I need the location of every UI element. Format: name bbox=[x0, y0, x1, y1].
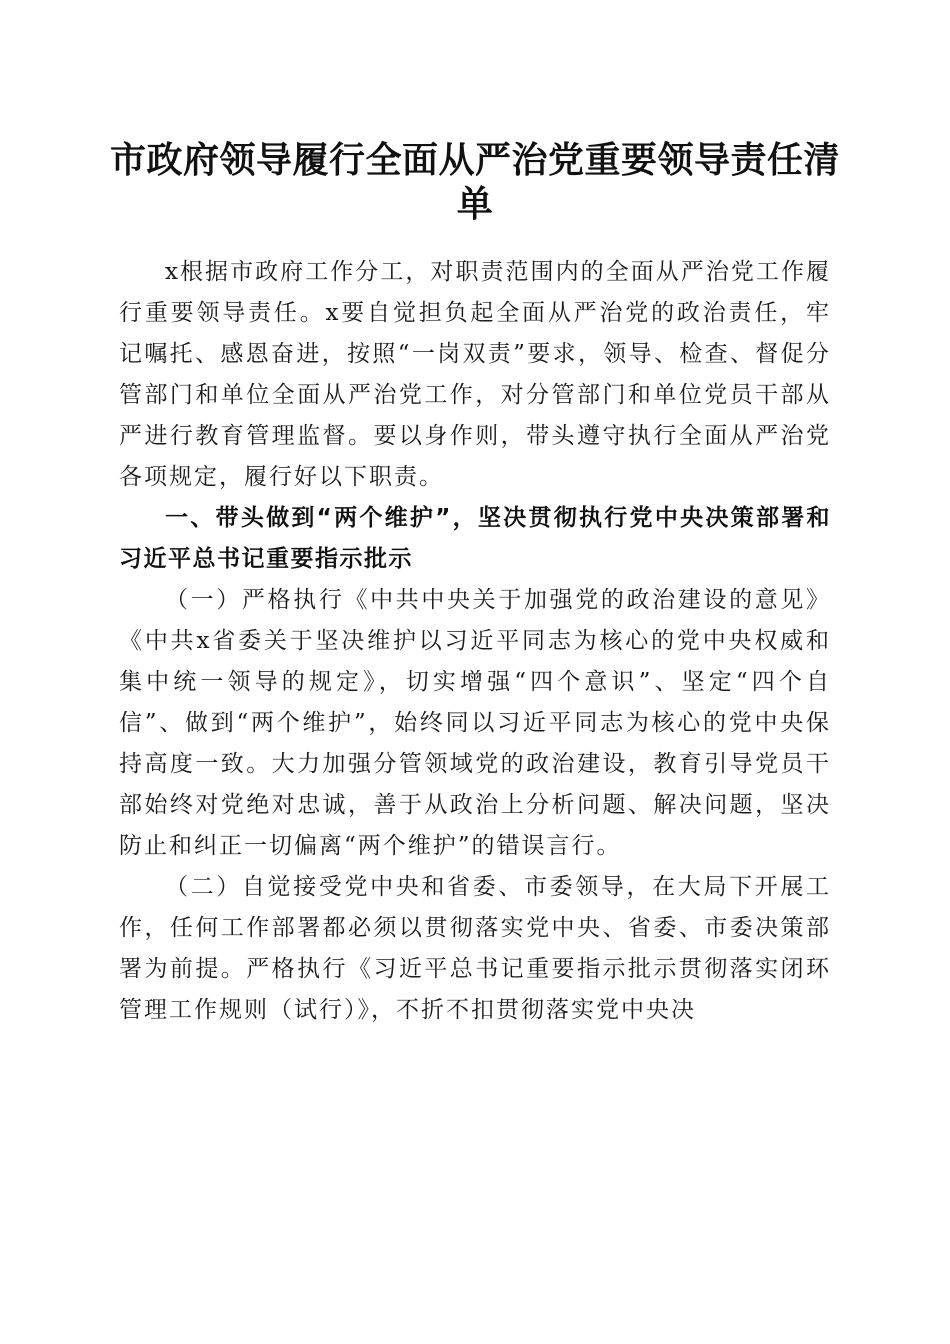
item-paragraph-1: （一）严格执行《中共中央关于加强党的政治建设的意见》《中共x省委关于坚决维护以习近平同志为核心的党中央权威和集中统一领导的规定》，切实增强“四个意识”、坚定“四个自信”、做到“两个维护”，始终同以习近平同志为核心的党中央保持高度一致。大力加强分管领域党的政治建设，教育引导党员干部始终对党绝对忠诚，善于从政治上分析问题、解决问题，坚决防止和纠正一切偏离“两个维护”的错误言行。 bbox=[119, 587, 831, 859]
intro-paragraph: x根据市政府工作分工，对职责范围内的全面从严治党工作履行重要领导责任。x要自觉担负起全面从严治党的政治责任，牢记嘱托、感恩奋进，按照“一岗双责”要求，领导、检查、督促分管部门和单位全面从严治党工作，对分管部门和单位党员干部从严进行教育管理监督。要以身作则，带头遵守执行全面从严治党各项规定，履行好以下职责。 bbox=[119, 259, 831, 490]
item-paragraph-2: （二）自觉接受党中央和省委、市委领导，在大局下开展工作，任何工作部署都必须以贯彻落实党中央、省委、市委决策部署为前提。严格执行《习近平总书记重要指示批示贯彻落实闭环管理工作规则（试行）》，不折不扣贯彻落实党中央决 bbox=[119, 874, 831, 1023]
document-title: 市政府领导履行全面从严治党重要领导责任清单 bbox=[110, 139, 841, 225]
section-heading: 一、带头做到“两个维护”，坚决贯彻执行党中央决策部署和习近平总书记重要指示批示 bbox=[119, 505, 831, 572]
document-body bbox=[119, 252, 831, 1031]
